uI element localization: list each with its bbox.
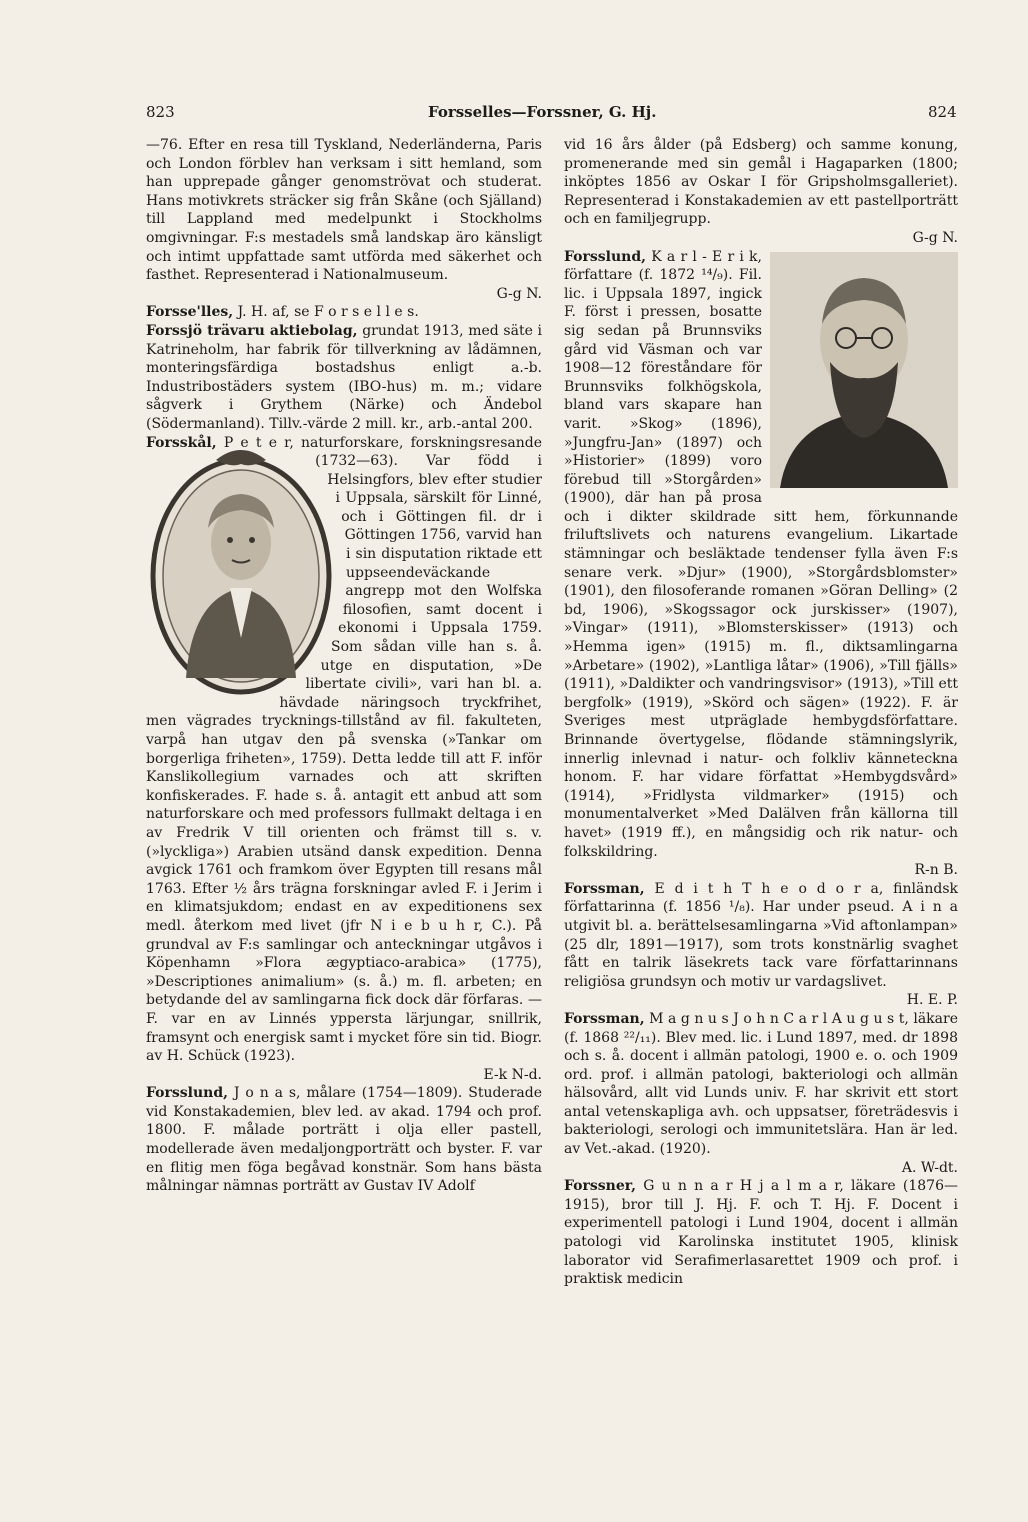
page-number-left: 823 [146, 103, 175, 121]
entry-signature: A. W-dt. [901, 1159, 958, 1176]
portrait-forsslund-image [770, 252, 958, 488]
entry-forssman-magnus [564, 1010, 958, 1177]
entry-forssner [564, 1177, 958, 1289]
entry-signature: G-g N. [912, 229, 958, 246]
entry-headword: Forsslund, [146, 1085, 228, 1102]
portrait-forsskal-image [146, 438, 336, 698]
entry-headword: Forssner, [564, 1178, 636, 1195]
entry-headword: Forssman, [564, 1010, 645, 1027]
entry-text: vid 16 års ålder (på Edsberg) och samme konung, promenerande med sin gemål i Hagaparken (1800; inköptes 1856 av Oskar I för Gripsholmsgalleriet). Representerad i Konstakademien av ett pastellporträtt och en familjegrupp. [564, 137, 958, 228]
entry-text: E d i t h T h e o d o r a, finländsk författarinna (f. 1856 ¹/₈). Har under pseud. A i n a utgivit bl. a. berättelsesamlingarna »Vid aftonlampan» (25 dlr, 1891—1917), som trots konstnärlig svaghet fått en talrik läsekrets tack vare författarinnans religiösa grundsyn och motiv ur vardagslivet. [564, 880, 958, 990]
entry-headword: Forsskål, [146, 434, 217, 451]
entry-signature: E-k N-d. [483, 1066, 542, 1083]
right-column [564, 136, 958, 1289]
entry-text: P e t e r, naturforskare, forskningsresande (1732—63). Var född i Helsingfors, blev efter studier i Uppsala, särskilt för Linné, och i Göttingen fil. dr i Göttingen 1756, varvid han i sin disputation riktade ett uppseendeväckande angrepp mot den Wolfska filosofien, samt docent i ekonomi i Uppsala 1759. Som sådan ville han s. å. utge en disputation, »De libertate civili», vari han bl. a. hävdade näringsoch tryckfrihet, men vägrades trycknings-tillstånd av fil. fakulteten, varpå han utgav den på svenska (»Tankar om borgerliga friheten», 1759). Detta ledde till att F. inför Kanslikollegium varnades och att skriften konfiskerades. F. hade s. å. antagit ett anbud att som naturforskare och med professors fullmakt deltaga i en av Fredrik V till orienten och främst till s. v. (»lyckliga») Arabien utsänd dansk expedition. Denna avgick 1761 och framkom över Egypten till resans mål 1763. Efter ½ års trägna forskningar avled F. i Jerim i en klimatsjukdom; endast en av expeditionens sex medl. återkom med livet (jfr N i e b u h r, C.). På grundval av F:s samlingar och anteckningar utgåvos i Köpenhamn »Flora ægyptiaco-arabica» (1775), »Descriptiones animalium» (s. å.) m. fl. arbeten; en betydande del av samlingarna fick dock där förfaras. — F. var en av Linnés yppersta lärjungar, snillrik, framsynt och energisk samt i mycket före sin tid. Biogr. av H. Schück (1923). [146, 434, 542, 1065]
entry-text: J o n a s, målare (1754—1809). Studerade vid Konstakademien, blev led. av akad. 1794 och prof. 1800. F. målade porträtt i olja eller pastell, modellerade även medaljongporträtt och byster. F. var en flitig men föga begåvad konstnär. Som hans bästa målningar nämnas porträtt av Gustav IV Adolf [146, 1085, 542, 1195]
entry-forsslund-jonas [146, 1084, 542, 1196]
entry-text: M a g n u s J o h n C a r l A u g u s t, läkare (f. 1868 ²²/₁₁). Blev med. lic. i Lund 1897, med. dr 1898 och s. å. docent i allmän patologi, 1900 e. o. och 1909 ord. prof. i allmän patologi, bakteriologi och allmän hälsovård, allt vid Lunds univ. F. har skrivit ett stort antal vetenskapliga avh. och uppsatser, företrädesvis i bakteriologi, serologi och immunitetslära. Han är led. av Vet.-akad. (1920). [564, 1010, 958, 1158]
entry-signature: G-g N. [496, 285, 542, 302]
entry-headword: Forsse'lles, [146, 304, 234, 321]
entry-continuation [564, 136, 958, 248]
entry-forssman-edith [564, 880, 958, 1010]
running-head: Forsselles—Forssner, G. Hj. [428, 103, 657, 121]
entry-signature: H. E. P. [906, 992, 958, 1009]
entry-forsselles [146, 303, 542, 322]
entry-text: —76. Efter en resa till Tyskland, Nederländerna, Paris och London förblev han verksam i sitt hemland, som han upprepade gånger genomströvat och studerat. Hans motivkrets sträcker sig från Skåne (och Själland) till Lappland med medelpunkt i Stockholms omgivningar. F:s mestadels små landskap äro känsligt och intimt uppfattade samt utförda med säkerhet och fasthet. Representerad i Nationalmuseum. [146, 137, 542, 284]
left-column [146, 136, 542, 1196]
entry-forsslund-karl-erik [564, 248, 958, 880]
entry-text: grundat 1913, med säte i Katrineholm, har fabrik för tillverkning av lådämnen, monteringsfärdiga bostadshus enligt a.-b. Industribostäders system (IBO-hus) m. m.; vidare sågverk i Grythem (Närke) och Ändebol (Södermanland). Tillv.-värde 2 mill. kr., arb.-antal 200. [146, 322, 542, 432]
entry-continuation [146, 136, 542, 303]
entry-signature: R-n B. [914, 862, 958, 879]
entry-forssjo [146, 322, 542, 434]
entry-headword: Forsslund, [564, 248, 646, 265]
entry-text: K a r l - E r i k, författare (f. 1872 ¹⁴/₉). Fil. lic. i Uppsala 1897, ingick F. först i pressen, bosatte sig sedan på Brunnsviks gård vid Väsman och var 1908—12 föreståndare för Brunnsviks folkhögskola, bland vars skapare han varit. »Skog» (1896), »Jungfru-Jan» (1897) och »Historier» (1899) voro förebud till »Storgården» (1900), där han på prosa och i dikter skildrade sitt hem, förkunnande friluftslivets och naturens evangelium. Likartade stämningar och besläktade tendenser fylla även F:s senare verk. »Djur» (1900), »Storgårdsblomster» (1901), den filosoferande romanen »Göran Delling» (2 bd, 1906), »Skogssagor ock jurskisser» (1907), »Vingar» (1911), »Blomsterskisser» (1913) och »Hemma igen» (1915) m. fl., diktsamlingarna »Arbetare» (1902), »Lantliga låtar» (1906), »Till fjälls» (1911), »Daldikter och vandringsvisor» (1913), »Till ett bergfolk» (1919), »Skörd och sägen» (1922). F. är Sveriges mest utpräglade hembygdsförfattare. Brinnande övertygelse, flödande stämningslyrik, innerlig inlevnad i natur- och folkliv känneteckna honom. F. har vidare författat »Hembygdsvård» (1914), »Fridlysta vildmarker» (1915) och monumentalverket »Med Dalälven från källorna till havet» (1919 ff.), en mångsidig och rik natur- och folkskildring. [564, 248, 958, 860]
entry-headword: Forssjö trävaru aktiebolag, [146, 322, 358, 339]
entry-forsskal [146, 434, 542, 1085]
entry-text: J. H. af, se F o r s e l l e s. [233, 304, 419, 321]
entry-text: G u n n a r H j a l m a r, läkare (1876—1915), bror till J. Hj. F. och T. Hj. F. Docent i experimentell patologi i Lund 1904, docent i allmän patologi vid Karolinska institutet 1905, klinisk laborator vid Serafimerlasarettet 1909 och prof. i praktisk medicin [564, 1178, 958, 1288]
entry-headword: Forssman, [564, 880, 645, 897]
page-number-right: 824 [928, 103, 957, 121]
